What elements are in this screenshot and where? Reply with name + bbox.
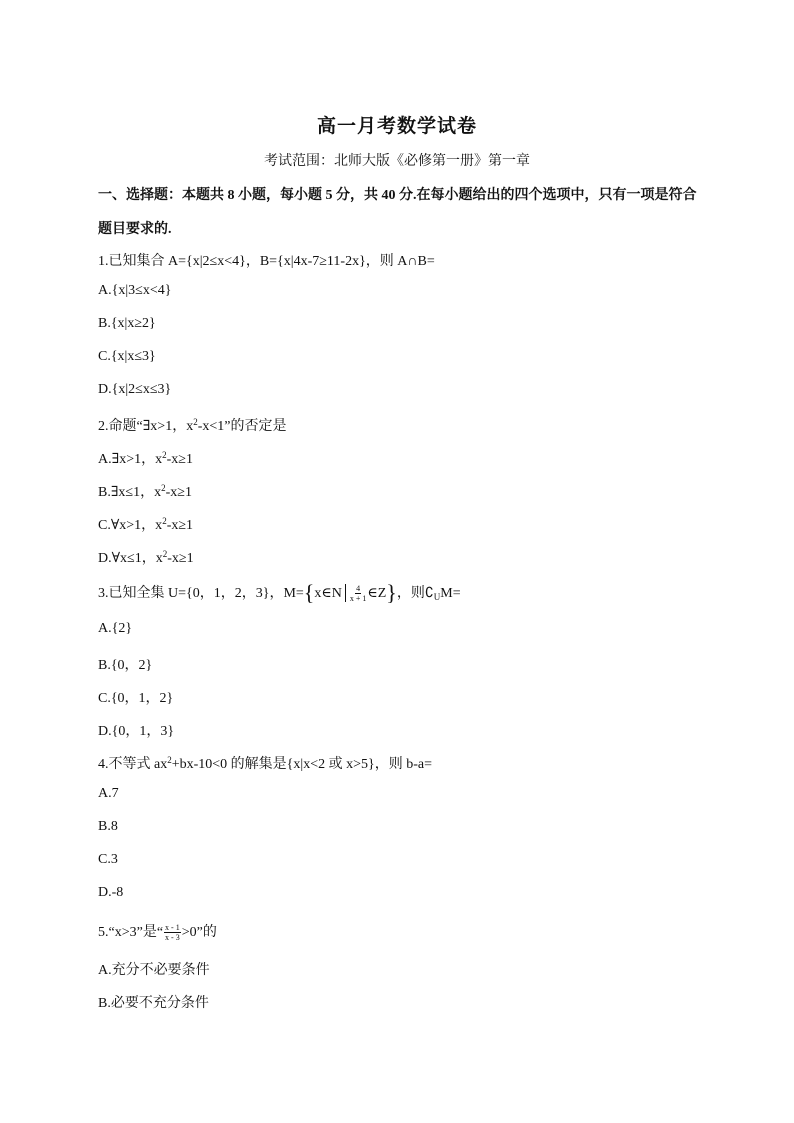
- q3-stem: [98, 582, 461, 603]
- q2-a-exp: 2: [162, 450, 167, 460]
- left-brace-glyph: {: [303, 580, 315, 605]
- q2-c-pre: C.∀x>1，x: [98, 518, 163, 533]
- q2-d-exp: 2: [162, 549, 168, 559]
- q2-b-post: -x≥1: [165, 485, 192, 500]
- q2-stem-pre: 2.命题“∃x>1，x: [98, 419, 194, 434]
- q5-option-a: A.充分不必要条件: [98, 963, 210, 978]
- q5-fraction: [164, 923, 181, 942]
- q2-c-post: -x≥1: [166, 518, 194, 533]
- q2-b-pre: B.∃x≤1，x: [98, 485, 162, 500]
- q3-set-element: x∈N: [314, 586, 342, 601]
- q4-stem-exp: 2: [167, 755, 172, 765]
- q3-set-tail: ∈Z: [367, 586, 387, 601]
- q3-fraction: [350, 584, 367, 603]
- q2-option-c: [98, 514, 193, 534]
- q1-option-a: A.{x|3≤x<4}: [98, 283, 172, 298]
- section-heading-line-1: 一、选择题：本题共 8 小题，每小题 5 分，共 40 分.在每小题给出的四个选项中，只有一项是符合: [98, 188, 697, 203]
- q2-c-exp: 2: [162, 516, 167, 526]
- q1-option-c: C.{x|x≤3}: [98, 349, 156, 364]
- q5-stem-post: >0”的: [181, 925, 217, 940]
- q2-option-b: [98, 481, 192, 501]
- q5-stem-pre: 5.“x>3”是“: [98, 925, 164, 940]
- exam-title: 高一月考数学试卷: [316, 115, 477, 137]
- q2-a-post: -x≥1: [166, 452, 193, 467]
- q4-stem-pre: 4.不等式 ax: [98, 757, 168, 772]
- right-brace-glyph: }: [386, 580, 397, 605]
- q2-d-pre: D.∀x≤1，x: [98, 551, 163, 566]
- q3-complement-subscript: U: [433, 592, 441, 602]
- q1-stem: 1.已知集合 A={x|2≤x<4}，B={x|4x-7≥11-2x}，则 A∩B=: [98, 254, 435, 269]
- q3-option-c: C.{0，1，2}: [98, 691, 174, 706]
- q2-stem-post: -x<1”的否定是: [197, 419, 287, 434]
- q3-stem-post: ，则∁: [396, 586, 434, 601]
- exam-scope: 考试范围：北师大版《必修第一册》第一章: [264, 154, 530, 169]
- q3-stem-end: M=: [440, 586, 461, 601]
- q4-option-a: A.7: [98, 786, 119, 801]
- q4-stem-post: +bx-10<0 的解集是{x|x<2 或 x>5}，则 b-a=: [171, 757, 432, 772]
- q2-option-d: [98, 547, 194, 567]
- q2-a-pre: A.∃x>1，x: [98, 452, 163, 467]
- q4-stem: [98, 753, 432, 773]
- set-divider-bar: [345, 584, 346, 602]
- q2-option-a: [98, 448, 193, 468]
- q2-b-exp: 2: [161, 483, 166, 493]
- q1-option-b: B.{x|x≥2}: [98, 316, 156, 331]
- q4-option-d: D.-8: [98, 885, 124, 900]
- q5-option-b: B.必要不充分条件: [98, 996, 209, 1011]
- q5-stem: [98, 921, 217, 942]
- q2-d-post: -x≥1: [167, 551, 194, 566]
- q3-option-d: D.{0，1，3}: [98, 724, 175, 739]
- q2-stem: [98, 415, 287, 435]
- q1-option-d: D.{x|2≤x≤3}: [98, 382, 172, 397]
- q3-option-b: B.{0，2}: [98, 658, 153, 673]
- section-heading-line-2: 题目要求的.: [98, 222, 172, 237]
- q4-option-b: B.8: [98, 819, 118, 834]
- q3-stem-pre: 3.已知全集 U={0，1，2，3}，M=: [98, 586, 304, 601]
- q4-option-c: C.3: [98, 852, 118, 867]
- q2-stem-exp: 2: [193, 417, 198, 427]
- q3-option-a: A.{2}: [98, 621, 133, 636]
- q3-fraction-numerator: 4: [356, 584, 361, 594]
- q3-fraction-denominator: x + 1: [349, 594, 367, 604]
- q5-fraction-denominator: x - 3: [165, 933, 180, 943]
- q5-fraction-numerator: x - 1: [165, 923, 180, 933]
